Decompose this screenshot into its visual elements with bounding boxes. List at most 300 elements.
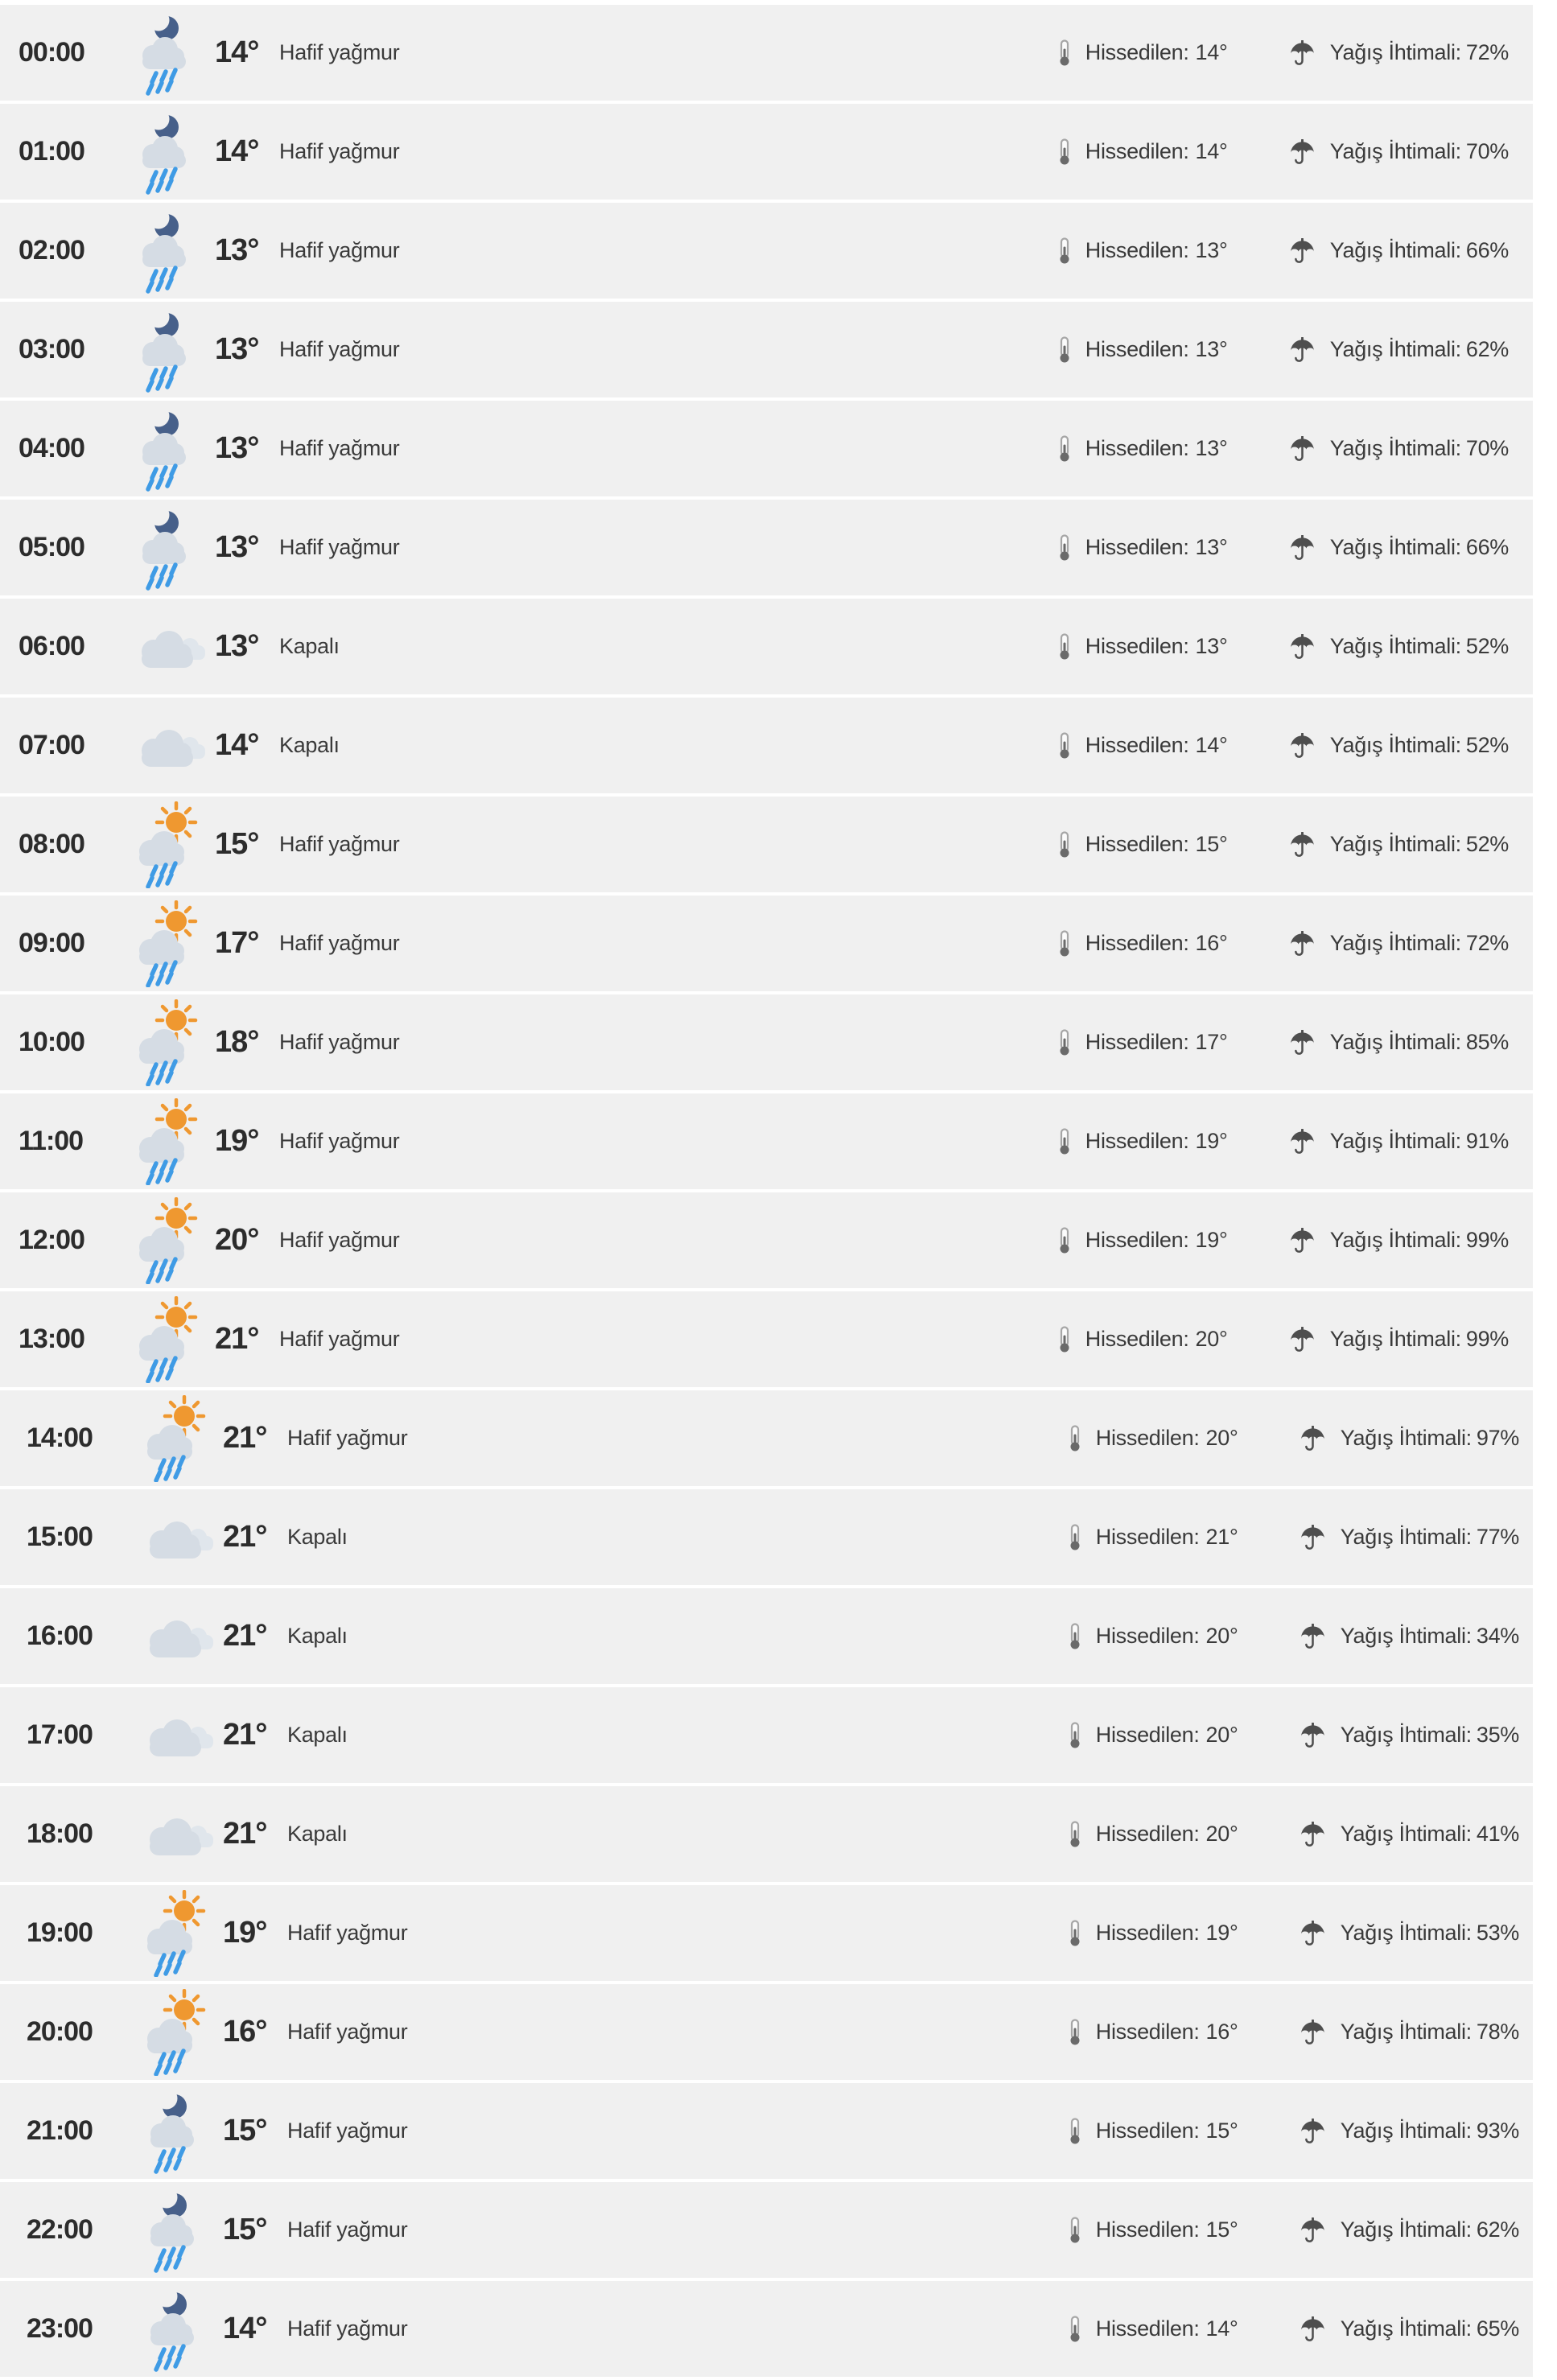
feels-like-value: 14° xyxy=(1195,139,1228,163)
feels-like-value: 14° xyxy=(1205,2316,1238,2341)
weather-icon xyxy=(133,1494,213,1581)
row-right xyxy=(1058,1227,1509,1254)
row-left xyxy=(19,406,399,492)
time-label: 22:00 xyxy=(27,2214,93,2245)
hourly-row xyxy=(0,698,1533,793)
moon-rain-icon xyxy=(133,2286,213,2373)
precip-probability xyxy=(1330,238,1509,263)
thermometer-icon xyxy=(1069,1524,1081,1551)
row-right xyxy=(1058,1029,1509,1056)
precip-probability-value: 52% xyxy=(1465,832,1509,856)
thermometer-icon xyxy=(1058,237,1071,265)
precip-probability xyxy=(1341,2217,1519,2242)
condition-label: Hafif yağmur xyxy=(279,1327,400,1351)
umbrella-icon xyxy=(1289,1129,1316,1154)
time-label: 16:00 xyxy=(27,1620,93,1651)
umbrella-icon xyxy=(1300,1921,1326,1946)
condition-label: Kapalı xyxy=(279,634,340,658)
temperature-label: 13° xyxy=(215,431,259,465)
feels-like-label: Hissedilen: xyxy=(1085,634,1189,658)
condition-label: Hafif yağmur xyxy=(279,1030,400,1054)
temperature-label: 21° xyxy=(223,1421,267,1455)
precip-probability-value: 66% xyxy=(1465,535,1509,559)
umbrella-icon xyxy=(1289,1327,1316,1352)
row-left xyxy=(19,999,399,1086)
condition-label: Kapalı xyxy=(287,1525,348,1549)
weather-icon xyxy=(133,2088,213,2175)
precip-probability-label: Yağış İhtimali: xyxy=(1340,1921,1472,1945)
sun-rain-icon xyxy=(125,900,205,987)
row-left xyxy=(27,2286,407,2373)
feels-like-value: 13° xyxy=(1195,337,1228,361)
umbrella-icon xyxy=(1289,535,1316,560)
thermometer-icon xyxy=(1058,1029,1071,1056)
feels-like xyxy=(1096,2217,1300,2242)
sun-rain-icon xyxy=(133,1395,213,1482)
feels-like-value: 15° xyxy=(1205,2217,1238,2242)
feels-like-label: Hissedilen: xyxy=(1085,733,1189,757)
condition-label: Hafif yağmur xyxy=(279,1228,400,1252)
moon-rain-icon xyxy=(133,2088,213,2175)
thermometer-icon xyxy=(1069,1821,1081,1848)
precip-probability-value: 93% xyxy=(1476,2119,1519,2143)
weather-icon xyxy=(125,406,205,492)
time-label: 20:00 xyxy=(27,2016,93,2047)
feels-like xyxy=(1096,2119,1300,2143)
precip-probability-label: Yağış İhtimali: xyxy=(1340,2119,1472,2143)
feels-like-value: 21° xyxy=(1205,1525,1238,1549)
umbrella-icon xyxy=(1289,733,1316,758)
hourly-row xyxy=(0,994,1533,1090)
precip-probability xyxy=(1341,2119,1519,2143)
feels-like xyxy=(1085,1327,1289,1352)
weather-icon xyxy=(125,1197,205,1284)
precip-probability-value: 72% xyxy=(1465,931,1509,955)
precip-probability-label: Yağış İhtimali: xyxy=(1329,832,1461,856)
precip-probability xyxy=(1330,337,1509,362)
precip-probability-value: 77% xyxy=(1476,1525,1519,1549)
precip-probability-value: 85% xyxy=(1465,1030,1509,1054)
row-left xyxy=(19,10,399,97)
condition-label: Hafif yağmur xyxy=(287,2119,408,2143)
precip-probability-value: 41% xyxy=(1476,1822,1519,1846)
time-label: 17:00 xyxy=(27,1719,93,1750)
feels-like xyxy=(1096,2020,1300,2044)
feels-like-value: 13° xyxy=(1195,436,1228,460)
thermometer-icon xyxy=(1069,2019,1081,2046)
row-right xyxy=(1069,2019,1519,2046)
sun-rain-icon xyxy=(133,1890,213,1977)
precip-probability-value: 72% xyxy=(1465,40,1509,64)
feels-like-value: 15° xyxy=(1195,832,1228,856)
time-label: 19:00 xyxy=(27,1917,93,1948)
temperature-label: 21° xyxy=(223,1817,267,1851)
row-left xyxy=(27,1791,348,1878)
hourly-forecast-table xyxy=(0,5,1533,2377)
precip-probability-label: Yağış İhtimali: xyxy=(1340,1723,1472,1747)
feels-like-label: Hissedilen: xyxy=(1095,1624,1200,1648)
weather-icon xyxy=(125,801,205,888)
row-right xyxy=(1058,633,1509,661)
row-left xyxy=(19,900,399,987)
time-label: 07:00 xyxy=(19,730,84,760)
weather-icon xyxy=(125,702,205,789)
time-label: 06:00 xyxy=(19,631,84,661)
weather-icon xyxy=(125,900,205,987)
feels-like-label: Hissedilen: xyxy=(1085,1228,1189,1252)
feels-like xyxy=(1085,337,1289,362)
precip-probability-value: 78% xyxy=(1476,2020,1519,2044)
thermometer-icon xyxy=(1058,39,1071,67)
time-label: 11:00 xyxy=(19,1126,84,1156)
weather-icon xyxy=(125,603,205,690)
condition-label: Hafif yağmur xyxy=(279,337,400,361)
feels-like-label: Hissedilen: xyxy=(1085,1129,1189,1153)
precip-probability xyxy=(1330,40,1509,65)
temperature-label: 16° xyxy=(223,2015,267,2049)
weather-icon xyxy=(125,307,205,393)
umbrella-icon xyxy=(1289,436,1316,461)
precip-probability-label: Yağış İhtimali: xyxy=(1329,337,1461,361)
time-label: 13:00 xyxy=(19,1324,84,1354)
condition-label: Hafif yağmur xyxy=(287,1426,408,1450)
row-right xyxy=(1058,138,1509,166)
umbrella-icon xyxy=(1289,634,1316,659)
row-right xyxy=(1058,1128,1509,1155)
umbrella-icon xyxy=(1289,931,1316,956)
temperature-label: 15° xyxy=(223,2213,267,2246)
precip-probability xyxy=(1330,436,1509,461)
row-right xyxy=(1058,435,1509,463)
temperature-label: 20° xyxy=(215,1223,259,1257)
precip-probability-label: Yağış İhtimali: xyxy=(1340,2316,1472,2341)
precip-probability-label: Yağış İhtimali: xyxy=(1329,1030,1461,1054)
feels-like-value: 17° xyxy=(1195,1030,1228,1054)
precip-probability-label: Yağış İhtimali: xyxy=(1340,1426,1472,1450)
temperature-label: 14° xyxy=(215,134,259,168)
temperature-label: 21° xyxy=(223,1718,267,1752)
precip-probability-value: 52% xyxy=(1465,634,1509,658)
thermometer-icon xyxy=(1058,732,1071,760)
row-left xyxy=(19,109,399,196)
weather-icon xyxy=(133,1791,213,1878)
thermometer-icon xyxy=(1058,1128,1071,1155)
precip-probability xyxy=(1341,2316,1519,2341)
precip-probability-value: 70% xyxy=(1465,139,1509,163)
umbrella-icon xyxy=(1289,1228,1316,1253)
row-right xyxy=(1069,2118,1519,2145)
feels-like-value: 19° xyxy=(1195,1228,1228,1252)
precip-probability-label: Yağış İhtimali: xyxy=(1340,1525,1472,1549)
condition-label: Hafif yağmur xyxy=(279,40,400,64)
hourly-row xyxy=(0,1588,1533,1684)
weather-icon xyxy=(125,504,205,591)
row-left xyxy=(19,1197,399,1284)
row-left xyxy=(19,1098,399,1185)
thermometer-icon xyxy=(1069,1920,1081,1947)
precip-probability-value: 66% xyxy=(1465,238,1509,262)
temperature-label: 14° xyxy=(215,35,259,69)
sun-rain-icon xyxy=(125,1296,205,1383)
precip-probability-label: Yağış İhtimali: xyxy=(1329,40,1461,64)
row-right xyxy=(1069,2316,1519,2343)
precip-probability-label: Yağış İhtimali: xyxy=(1329,733,1461,757)
row-right xyxy=(1058,831,1509,859)
precip-probability xyxy=(1341,1525,1519,1550)
thermometer-icon xyxy=(1058,831,1071,859)
hourly-row xyxy=(0,2182,1533,2278)
moon-rain-icon xyxy=(125,10,205,97)
row-left xyxy=(19,307,399,393)
precip-probability-label: Yağış İhtimali: xyxy=(1329,139,1461,163)
precip-probability xyxy=(1341,1624,1519,1649)
feels-like-value: 15° xyxy=(1205,2119,1238,2143)
hourly-row xyxy=(0,1687,1533,1783)
precip-probability-value: 99% xyxy=(1465,1228,1509,1252)
precip-probability xyxy=(1330,1327,1509,1352)
feels-like-value: 20° xyxy=(1205,1723,1238,1747)
hourly-row xyxy=(0,1192,1533,1288)
precip-probability-value: 97% xyxy=(1476,1426,1519,1450)
condition-label: Hafif yağmur xyxy=(279,535,400,559)
feels-like-label: Hissedilen: xyxy=(1095,1525,1200,1549)
umbrella-icon xyxy=(1300,2217,1326,2242)
moon-rain-icon xyxy=(125,307,205,393)
row-right xyxy=(1069,1425,1519,1452)
feels-like xyxy=(1085,535,1289,560)
umbrella-icon xyxy=(1300,2020,1326,2044)
row-right xyxy=(1058,336,1509,364)
sun-rain-icon xyxy=(125,801,205,888)
feels-like xyxy=(1085,931,1289,956)
row-left xyxy=(27,2088,407,2175)
sun-rain-icon xyxy=(125,1197,205,1284)
condition-label: Hafif yağmur xyxy=(287,1921,408,1945)
temperature-label: 15° xyxy=(215,827,259,861)
time-label: 03:00 xyxy=(19,334,84,364)
feels-like xyxy=(1085,1228,1289,1253)
weather-icon xyxy=(133,1890,213,1977)
feels-like-value: 20° xyxy=(1205,1624,1238,1648)
hourly-row xyxy=(0,1885,1533,1981)
condition-label: Kapalı xyxy=(287,1822,348,1846)
precip-probability-label: Yağış İhtimali: xyxy=(1329,1129,1461,1153)
weather-icon xyxy=(133,1692,213,1779)
condition-label: Kapalı xyxy=(287,1723,348,1747)
feels-like-label: Hissedilen: xyxy=(1095,2217,1200,2242)
condition-label: Hafif yağmur xyxy=(287,2316,408,2341)
feels-like-label: Hissedilen: xyxy=(1095,1921,1200,1945)
precip-probability-value: 65% xyxy=(1476,2316,1519,2341)
hourly-row xyxy=(0,2083,1533,2179)
temperature-label: 21° xyxy=(223,1619,267,1653)
hourly-row xyxy=(0,896,1533,991)
thermometer-icon xyxy=(1058,1326,1071,1353)
condition-label: Kapalı xyxy=(279,733,340,757)
hourly-row xyxy=(0,5,1533,101)
condition-label: Hafif yağmur xyxy=(287,2217,408,2242)
row-left xyxy=(27,1593,348,1680)
temperature-label: 21° xyxy=(215,1322,259,1356)
umbrella-icon xyxy=(1289,832,1316,857)
umbrella-icon xyxy=(1300,1525,1326,1550)
precip-probability-label: Yağış İhtimali: xyxy=(1329,238,1461,262)
temperature-label: 14° xyxy=(215,728,259,762)
feels-like xyxy=(1085,832,1289,857)
feels-like-label: Hissedilen: xyxy=(1085,238,1189,262)
precip-probability-label: Yağış İhtimali: xyxy=(1340,2020,1472,2044)
precip-probability xyxy=(1330,1228,1509,1253)
thermometer-icon xyxy=(1069,1623,1081,1650)
feels-like-value: 14° xyxy=(1195,733,1228,757)
precip-probability xyxy=(1341,1822,1519,1847)
time-label: 12:00 xyxy=(19,1225,84,1255)
feels-like-label: Hissedilen: xyxy=(1085,1327,1189,1351)
temperature-label: 21° xyxy=(223,1520,267,1554)
time-label: 21:00 xyxy=(27,2115,93,2146)
condition-label: Hafif yağmur xyxy=(279,931,400,955)
thermometer-icon xyxy=(1058,138,1071,166)
precip-probability-label: Yağış İhtimali: xyxy=(1329,931,1461,955)
condition-label: Hafif yağmur xyxy=(279,1129,400,1153)
feels-like-label: Hissedilen: xyxy=(1085,40,1189,64)
moon-rain-icon xyxy=(125,504,205,591)
row-right xyxy=(1069,1722,1519,1749)
umbrella-icon xyxy=(1300,1426,1326,1451)
row-left xyxy=(19,702,340,789)
sun-rain-icon xyxy=(133,1989,213,2076)
feels-like xyxy=(1096,1525,1300,1550)
row-right xyxy=(1069,2217,1519,2244)
temperature-label: 13° xyxy=(215,629,259,663)
umbrella-icon xyxy=(1300,1822,1326,1847)
hourly-row xyxy=(0,1489,1533,1585)
feels-like-label: Hissedilen: xyxy=(1085,535,1189,559)
precip-probability-value: 91% xyxy=(1465,1129,1509,1153)
row-right xyxy=(1069,1623,1519,1650)
hourly-row xyxy=(0,2281,1533,2377)
weather-icon xyxy=(125,1098,205,1185)
feels-like-value: 20° xyxy=(1205,1426,1238,1450)
row-right xyxy=(1069,1524,1519,1551)
weather-icon xyxy=(133,1593,213,1680)
row-left xyxy=(19,504,399,591)
row-left xyxy=(27,2187,407,2274)
feels-like-label: Hissedilen: xyxy=(1085,1030,1189,1054)
hourly-row xyxy=(0,302,1533,397)
feels-like-label: Hissedilen: xyxy=(1095,2119,1200,2143)
temperature-label: 17° xyxy=(215,926,259,960)
umbrella-icon xyxy=(1300,1723,1326,1748)
condition-label: Hafif yağmur xyxy=(287,2020,408,2044)
precip-probability xyxy=(1330,634,1509,659)
weather-icon xyxy=(133,2286,213,2373)
condition-label: Hafif yağmur xyxy=(279,139,400,163)
precip-probability-label: Yağış İhtimali: xyxy=(1329,1228,1461,1252)
weather-icon xyxy=(125,208,205,294)
hourly-row xyxy=(0,1093,1533,1189)
weather-icon xyxy=(125,999,205,1086)
temperature-label: 13° xyxy=(215,332,259,366)
precip-probability xyxy=(1330,139,1509,164)
umbrella-icon xyxy=(1300,2119,1326,2143)
weather-icon xyxy=(133,1395,213,1482)
precip-probability-value: 53% xyxy=(1476,1921,1519,1945)
thermometer-icon xyxy=(1058,435,1071,463)
temperature-label: 14° xyxy=(223,2312,267,2345)
precip-probability-value: 99% xyxy=(1465,1327,1509,1351)
time-label: 04:00 xyxy=(19,433,84,463)
precip-probability-value: 62% xyxy=(1476,2217,1519,2242)
precip-probability-label: Yağış İhtimali: xyxy=(1340,1822,1472,1846)
row-right xyxy=(1058,39,1509,67)
moon-rain-icon xyxy=(133,2187,213,2274)
row-left xyxy=(19,603,340,690)
time-label: 18:00 xyxy=(27,1818,93,1849)
umbrella-icon xyxy=(1300,2316,1326,2341)
time-label: 02:00 xyxy=(19,235,84,266)
thermometer-icon xyxy=(1069,1722,1081,1749)
row-right xyxy=(1058,237,1509,265)
hourly-row xyxy=(0,1390,1533,1486)
precip-probability-label: Yağış İhtimali: xyxy=(1329,535,1461,559)
feels-like xyxy=(1085,139,1289,164)
precip-probability xyxy=(1330,1129,1509,1154)
feels-like-label: Hissedilen: xyxy=(1085,139,1189,163)
umbrella-icon xyxy=(1289,139,1316,164)
hourly-row xyxy=(0,401,1533,496)
thermometer-icon xyxy=(1058,1227,1071,1254)
feels-like xyxy=(1085,733,1289,758)
precip-probability-value: 35% xyxy=(1476,1723,1519,1747)
time-label: 08:00 xyxy=(19,829,84,859)
row-left xyxy=(19,1296,399,1383)
feels-like xyxy=(1096,1822,1300,1847)
feels-like xyxy=(1085,436,1289,461)
hourly-row xyxy=(0,104,1533,200)
feels-like-value: 16° xyxy=(1205,2020,1238,2044)
thermometer-icon xyxy=(1058,534,1071,562)
umbrella-icon xyxy=(1289,1030,1316,1055)
moon-rain-icon xyxy=(125,406,205,492)
hourly-row xyxy=(0,500,1533,595)
row-left xyxy=(27,1989,407,2076)
time-label: 01:00 xyxy=(19,136,84,167)
feels-like xyxy=(1096,1426,1300,1451)
feels-like-label: Hissedilen: xyxy=(1095,1822,1200,1846)
condition-label: Hafif yağmur xyxy=(279,436,400,460)
precip-probability xyxy=(1330,733,1509,758)
feels-like-value: 19° xyxy=(1205,1921,1238,1945)
feels-like-label: Hissedilen: xyxy=(1085,832,1189,856)
feels-like-value: 19° xyxy=(1195,1129,1228,1153)
thermometer-icon xyxy=(1069,2118,1081,2145)
feels-like xyxy=(1085,40,1289,65)
thermometer-icon xyxy=(1058,336,1071,364)
temperature-label: 13° xyxy=(215,530,259,564)
row-left xyxy=(27,1890,407,1977)
feels-like xyxy=(1085,1129,1289,1154)
feels-like-value: 13° xyxy=(1195,634,1228,658)
precip-probability-value: 34% xyxy=(1476,1624,1519,1648)
feels-like-label: Hissedilen: xyxy=(1095,2020,1200,2044)
feels-like-label: Hissedilen: xyxy=(1085,337,1189,361)
clouds-icon xyxy=(133,1593,213,1680)
precip-probability xyxy=(1341,1426,1519,1451)
precip-probability-label: Yağış İhtimali: xyxy=(1329,1327,1461,1351)
precip-probability xyxy=(1330,832,1509,857)
temperature-label: 19° xyxy=(223,1916,267,1950)
